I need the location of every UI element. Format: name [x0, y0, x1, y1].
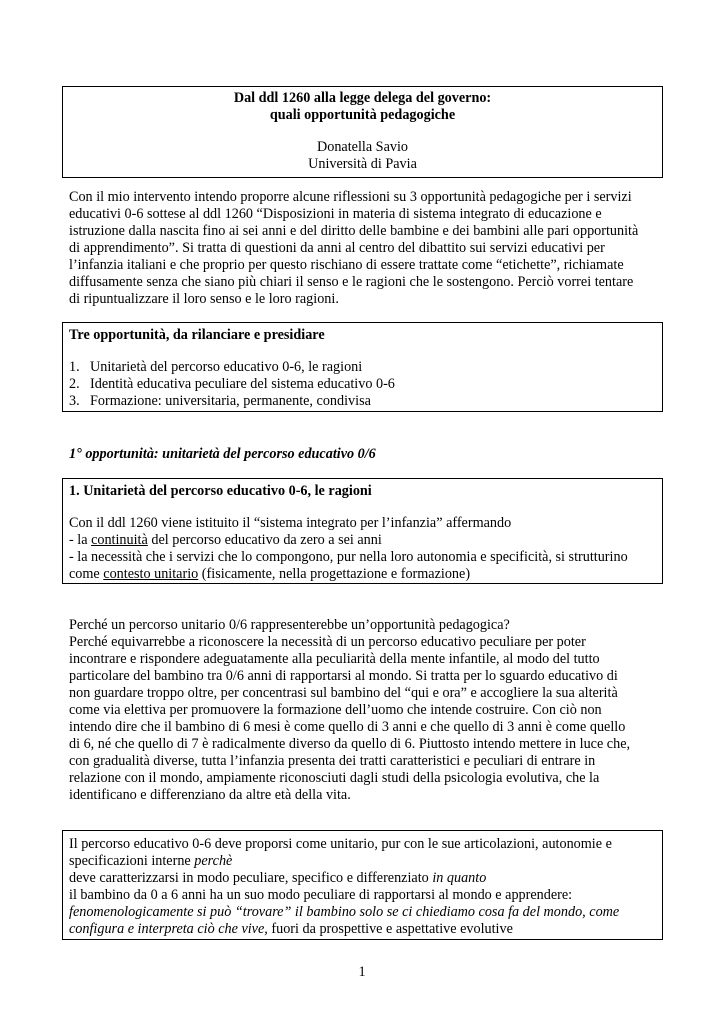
- italic-term: configura e interpreta ciò che vive,: [69, 921, 268, 937]
- why-line: relazione con il mondo, ampiamente riconosciuti dagli studi della psicologia evolutiva, che la: [69, 770, 600, 786]
- author-name: Donatella Savio: [316, 139, 408, 155]
- why-line: con gradualità diverse, tutta l’infanzia presenta dei tratti caratteristici e peculiari di entrare in: [69, 753, 596, 769]
- intro-line: Con il mio intervento intendo proporre alcune riflessioni su 3 opportunità pedagogiche per i servizi: [69, 189, 632, 205]
- unity-line: - la necessità che i servizi che lo compongono, pur nella loro autonomia e specificità, si strutturino: [69, 549, 628, 565]
- summary-line: [69, 921, 513, 938]
- why-line: intendo dire che il bambino di 6 mesi è come quello di 3 anni e che quello di 3 anni è come quello: [69, 719, 626, 735]
- italic-term: perchè: [194, 853, 233, 869]
- why-line: incontrare e rispondere adeguatamente alla peculiarità della mente infantile, al modo del tutto: [69, 651, 600, 667]
- author-affiliation: Università di Pavia: [308, 156, 417, 172]
- text-run: come: [69, 566, 104, 582]
- section-heading: 1° opportunità: unitarietà del percorso educativo 0/6: [69, 446, 376, 462]
- italic-term: in quanto: [432, 870, 487, 886]
- text-run: del percorso educativo da zero a sei anni: [147, 532, 382, 548]
- unity-box: [62, 478, 663, 584]
- list-item-number: 1.: [69, 359, 80, 375]
- intro-line: di ripuntualizzare il loro senso e le loro ragioni.: [69, 291, 339, 307]
- list-item-number: 2.: [69, 376, 80, 392]
- intro-line: educativi 0-6 sottese al ddl 1260 “Disposizioni in materia di sistema integrato di educazione e: [69, 206, 602, 222]
- list-item-text: Formazione: universitaria, permanente, condivisa: [90, 393, 371, 409]
- text-run: deve caratterizzarsi in modo peculiare, specifico e differenziato: [69, 870, 433, 886]
- summary-line: Il percorso educativo 0-6 deve proporsi come unitario, pur con le sue articolazioni, autonomie e: [69, 836, 612, 852]
- list-item-number: 3.: [69, 393, 80, 409]
- title-line-1: Dal ddl 1260 alla legge delega del governo:: [233, 90, 492, 106]
- unity-line: Con il ddl 1260 viene istituito il “sistema integrato per l’infanzia” affermando: [69, 515, 512, 531]
- opportunities-box: [62, 322, 663, 412]
- summary-line: il bambino da 0 a 6 anni ha un suo modo peculiare di rapportarsi al mondo e apprendere:: [69, 887, 573, 903]
- opportunities-heading: Tre opportunità, da rilanciare e presidiare: [69, 327, 325, 343]
- text-run: - la: [69, 532, 92, 548]
- why-line: Perché un percorso unitario 0/6 rappresenterebbe un’opportunità pedagogica?: [69, 617, 510, 633]
- why-line: di 6, né che quello di 7 è radicalmente diverso da quello di 6. Piuttosto intendo mettere in luce che,: [69, 736, 631, 752]
- unity-line: [69, 566, 470, 583]
- why-line: identificano e differenziano da altre età della vita.: [69, 787, 351, 803]
- summary-box: [62, 830, 663, 940]
- unity-line: [69, 532, 382, 549]
- intro-line: diffusamente senza che siano più chiari il senso e le ragioni che le sostengono. Perciò vorrei tentare: [69, 274, 634, 290]
- page-number: 1: [358, 964, 366, 980]
- underlined-term: continuità: [91, 532, 148, 548]
- title-box: [62, 86, 663, 178]
- list-item-text: Identità educativa peculiare del sistema educativo 0-6: [90, 376, 395, 392]
- why-line: particolare del bambino tra 0/6 anni di rapportarsi al mondo. Si tratta per lo sguardo educativo di: [69, 668, 618, 684]
- list-item-text: Unitarietà del percorso educativo 0-6, le ragioni: [90, 359, 363, 375]
- summary-line: fenomenologicamente si può “trovare” il bambino solo se ci chiediamo cosa fa del mondo, come: [69, 904, 620, 920]
- why-line: come via elettiva per promuovere la formazione dell’uomo che intende costruire. Con ciò non: [69, 702, 602, 718]
- text-run: fuori da prospettive e aspettative evolutive: [267, 921, 513, 937]
- why-line: non guardare troppo oltre, per concentrasi sul bambino del “qui e ora” e accogliere la sua alterità: [69, 685, 618, 701]
- underlined-term: contesto unitario: [103, 566, 199, 582]
- why-line: Perché equivarrebbe a riconoscere la necessità di un percorso educativo peculiare per poter: [69, 634, 586, 650]
- text-run: specificazioni interne: [69, 853, 195, 869]
- unity-heading: 1. Unitarietà del percorso educativo 0-6, le ragioni: [69, 483, 372, 499]
- intro-line: istruzione dalla nascita fino ai sei anni e del diritto delle bambine e dei bambini alle pari opportunità: [69, 223, 639, 239]
- intro-line: l’infanzia italiani e che proprio per questo rischiano di essere trattate come “etichette”, richiamate: [69, 257, 624, 273]
- text-run: (fisicamente, nella progettazione e formazione): [198, 566, 471, 582]
- intro-line: di apprendimento”. Si tratta di questioni da anni al centro del dibattito sui servizi educativi per: [69, 240, 605, 256]
- summary-line: [69, 853, 232, 870]
- title-line-2: quali opportunità pedagogiche: [269, 107, 456, 123]
- summary-line: [69, 870, 486, 887]
